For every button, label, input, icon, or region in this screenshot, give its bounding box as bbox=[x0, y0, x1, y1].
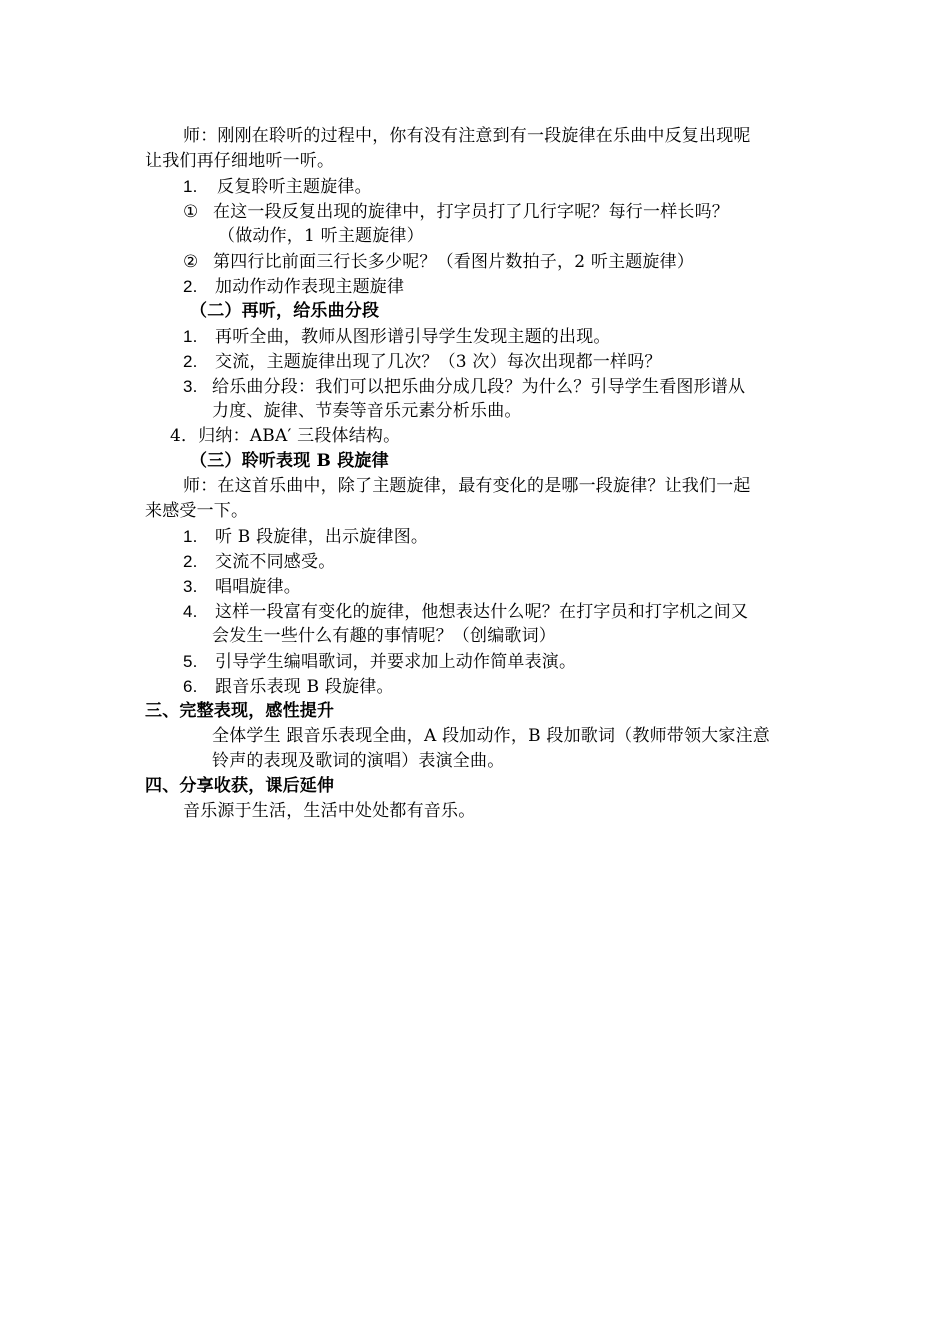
list-item-text: 给乐曲分段：我们可以把乐曲分成几段？为什么？引导学生看图形谱从 bbox=[212, 377, 746, 397]
list-item-text: 再听全曲，教师从图形谱引导学生发现主题的出现。 bbox=[215, 327, 611, 347]
list-item-text: 引导学生编唱歌词，并要求加上动作简单表演。 bbox=[215, 652, 577, 672]
list-number: 1. bbox=[183, 177, 198, 196]
list-item-text: 在这一段反复出现的旋律中，打字员打了几行字呢？每行一样长吗？ bbox=[213, 202, 729, 222]
list-marker: ② bbox=[183, 252, 199, 271]
list-item-text: 交流，主题旋律出现了几次？（3 次）每次出现都一样吗？ bbox=[215, 352, 662, 372]
list-item bbox=[183, 374, 745, 400]
list-number: 2. bbox=[183, 552, 198, 571]
list-item-text: 加动作动作表现主题旋律 bbox=[215, 277, 405, 297]
list-number: 3. bbox=[183, 377, 198, 396]
list-item-continuation: 力度、旋律、节奏等音乐元素分析乐曲。 bbox=[212, 401, 522, 421]
list-item-text: 唱唱旋律。 bbox=[215, 577, 301, 597]
list-item bbox=[183, 524, 428, 550]
list-number: 5. bbox=[183, 652, 198, 671]
list-item bbox=[183, 574, 301, 600]
list-item: 4．归纳：ABA′ 三段体结构。 bbox=[170, 426, 401, 446]
list-item bbox=[183, 674, 394, 700]
list-number: 3. bbox=[183, 577, 198, 596]
list-number: 1. bbox=[183, 527, 198, 546]
list-item-continuation: （做动作，1 听主题旋律） bbox=[218, 226, 424, 246]
list-number: 1. bbox=[183, 327, 198, 346]
list-item bbox=[183, 649, 576, 675]
list-item bbox=[183, 549, 335, 575]
list-item bbox=[183, 324, 611, 350]
paragraph-line: 音乐源于生活，生活中处处都有音乐。 bbox=[183, 801, 476, 821]
paragraph-line: 师：在这首乐曲中，除了主题旋律，最有变化的是哪一段旋律？让我们一起 bbox=[183, 476, 751, 496]
list-number: 2. bbox=[183, 277, 198, 296]
list-number: 2. bbox=[183, 352, 198, 371]
list-item-text: 交流不同感受。 bbox=[215, 552, 336, 572]
list-item bbox=[183, 199, 729, 225]
list-number: 6. bbox=[183, 677, 198, 696]
list-item bbox=[183, 249, 694, 275]
paragraph-line: 来感受一下。 bbox=[145, 501, 249, 521]
paragraph-line: 师：刚刚在聆听的过程中，你有没有注意到有一段旋律在乐曲中反复出现呢 bbox=[183, 126, 751, 146]
paragraph-line: 全体学生 跟音乐表现全曲，A 段加动作，B 段加歌词（教师带领大家注意 bbox=[212, 726, 770, 746]
section-heading: 四、分享收获，课后延伸 bbox=[145, 776, 335, 796]
list-item-text: 听 B 段旋律，出示旋律图。 bbox=[215, 527, 429, 547]
list-item bbox=[183, 599, 748, 625]
section-heading: （二）再听，给乐曲分段 bbox=[190, 301, 380, 321]
section-heading: （三）聆听表现 B 段旋律 bbox=[190, 451, 389, 471]
section-heading: 三、完整表现，感性提升 bbox=[145, 701, 335, 721]
list-marker: ① bbox=[183, 202, 199, 221]
list-item-text: 反复聆听主题旋律。 bbox=[217, 177, 372, 197]
list-item bbox=[183, 274, 404, 300]
list-item bbox=[183, 174, 372, 200]
paragraph-line: 铃声的表现及歌词的演唱）表演全曲。 bbox=[212, 751, 505, 771]
list-item-continuation: 会发生一些什么有趣的事情呢？（创编歌词） bbox=[212, 626, 556, 646]
list-item-text: 这样一段富有变化的旋律，他想表达什么呢？在打字员和打字机之间又 bbox=[215, 602, 749, 622]
list-item-text: 跟音乐表现 B 段旋律。 bbox=[215, 677, 394, 697]
paragraph-line: 让我们再仔细地听一听。 bbox=[145, 151, 335, 171]
list-item-text: 第四行比前面三行长多少呢？（看图片数拍子，2 听主题旋律） bbox=[213, 252, 695, 272]
list-item bbox=[183, 349, 662, 375]
list-number: 4. bbox=[183, 602, 198, 621]
